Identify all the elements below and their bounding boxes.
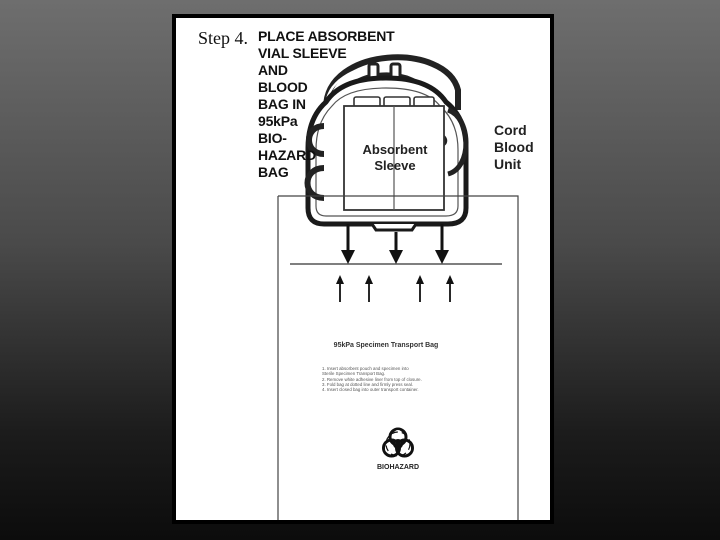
instruction-line: 2. Remove white adhesive liner from top of closure. bbox=[322, 376, 422, 382]
transport-bag-title: 95kPa Specimen Transport Bag bbox=[333, 342, 439, 349]
up-arrow-icon bbox=[336, 275, 344, 302]
biohazard-label: BIOHAZARD bbox=[377, 464, 419, 471]
step-title-line: BIO- bbox=[258, 130, 287, 146]
step-title-line: BAG bbox=[258, 164, 289, 180]
instruction-line: 4. Insert closed bag into outer transport container. bbox=[322, 387, 419, 393]
image-frame bbox=[172, 14, 554, 524]
sleeve-label-line: Sleeve bbox=[374, 158, 416, 173]
up-arrow-icon bbox=[365, 275, 373, 302]
transport-bag-instructions bbox=[322, 366, 482, 392]
up-arrow-icon bbox=[446, 275, 454, 302]
down-arrow-icon bbox=[389, 232, 403, 264]
cord-label-line: Unit bbox=[494, 156, 522, 172]
down-arrow-icon bbox=[435, 224, 449, 264]
cord-blood-unit-label bbox=[494, 122, 550, 173]
instruction-line: 1. Insert absorbent pouch and specimen into bbox=[322, 366, 409, 371]
down-arrow-icon bbox=[341, 224, 355, 264]
sleeve-label bbox=[346, 142, 444, 174]
transport-bag-outline bbox=[278, 196, 518, 520]
sleeve-label-line: Absorbent bbox=[362, 142, 428, 157]
biohazard-icon bbox=[384, 429, 413, 456]
step-number: Step 4. bbox=[198, 28, 249, 48]
step-title-line: BLOOD bbox=[258, 79, 308, 95]
cord-label-line: Blood bbox=[494, 139, 534, 155]
cord-label-line: Cord bbox=[494, 122, 527, 138]
step-title-line: AND bbox=[258, 62, 288, 78]
step-title-line: VIAL SLEEVE bbox=[258, 45, 347, 61]
bag-tab bbox=[372, 224, 416, 230]
up-arrow-icon bbox=[416, 275, 424, 302]
step-title-line: PLACE ABSORBENT bbox=[258, 28, 395, 44]
instruction-line: Sterile Specimen Transport Bag. bbox=[322, 371, 386, 377]
step-title-line: HAZARD bbox=[258, 147, 316, 163]
step-title-line: BAG IN bbox=[258, 96, 306, 112]
step-title-line: 95kPa bbox=[258, 113, 298, 129]
instruction-sheet bbox=[176, 18, 550, 520]
instruction-line: 3. Fold bag at dotted line and firmly press seal. bbox=[322, 381, 414, 387]
